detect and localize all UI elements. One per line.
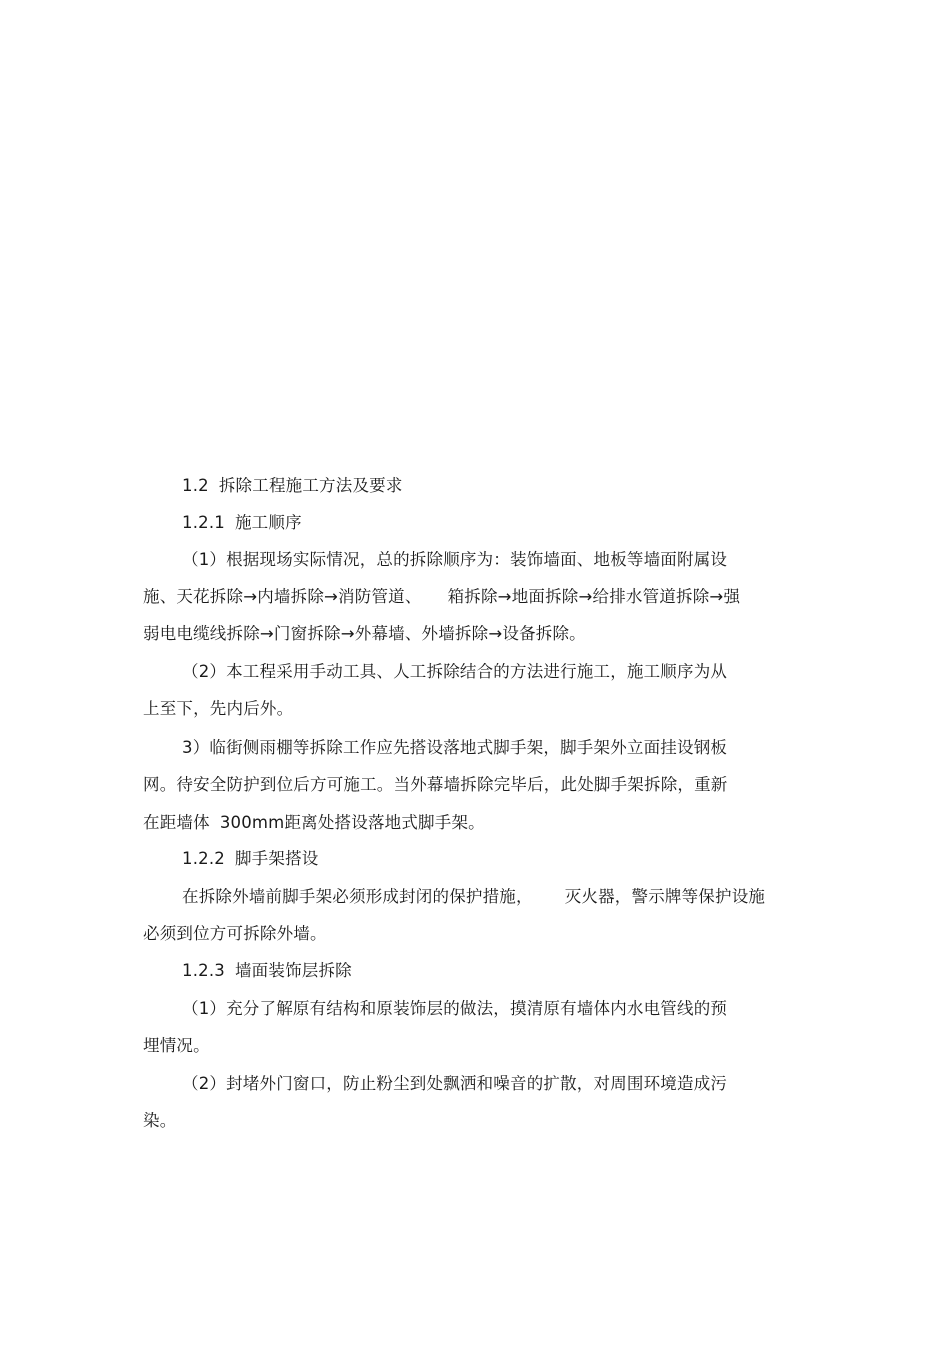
paragraph-line: 网。待安全防护到位后方可施工。当外幕墙拆除完毕后，此处脚手架拆除，重新 [143, 775, 728, 794]
section-heading-1-2-1 [182, 512, 302, 534]
paragraph-fragment: 施、天花拆除→内墙拆除→消防管道、 [143, 587, 422, 606]
section-number: 1.2 [182, 476, 209, 495]
section-title: 脚手架搭设 [234, 849, 319, 868]
section-number: 1.2.3 [182, 961, 225, 980]
paragraph-line: （1）根据现场实际情况，总的拆除顺序为：装饰墙面、地板等墙面附属设 [182, 550, 728, 569]
section-title: 施工顺序 [234, 513, 302, 532]
paragraph-fragment: 300mm距离处搭设落地式脚手架。 [219, 813, 485, 832]
section-title: 墙面装饰层拆除 [234, 961, 352, 980]
paragraph-line: 染。 [143, 1111, 177, 1130]
paragraph-line: （2）本工程采用手动工具、人工拆除结合的方法进行施工，施工顺序为从 [182, 662, 728, 681]
section-heading-1-2-3 [182, 960, 352, 982]
section-heading-1-2-2 [182, 848, 318, 870]
paragraph-line: 必须到位方可拆除外墙。 [143, 924, 327, 943]
paragraph-line: （2）封堵外门窗口，防止粉尘到处飘洒和噪音的扩散，对周围环境造成污 [182, 1074, 728, 1093]
paragraph-fragment: 在距墙体 [143, 813, 210, 832]
paragraph-line [182, 886, 765, 908]
paragraph-line: 3）临街侧雨棚等拆除工作应先搭设落地式脚手架，脚手架外立面挂设钢板 [182, 738, 728, 757]
paragraph-line: 埋情况。 [143, 1036, 210, 1055]
section-number: 1.2.2 [182, 849, 225, 868]
paragraph-fragment: 灭火器，警示牌等保护设施 [564, 887, 766, 906]
paragraph-line [143, 812, 485, 834]
paragraph-fragment: 在拆除外墙前脚手架必须形成封闭的保护措施， [182, 887, 533, 906]
paragraph-fragment: 箱拆除→地面拆除→给排水管道拆除→强 [447, 587, 741, 606]
section-title: 拆除工程施工方法及要求 [218, 476, 403, 495]
paragraph-line: 上至下，先内后外。 [143, 699, 294, 718]
section-number: 1.2.1 [182, 513, 225, 532]
section-heading-1-2 [182, 475, 403, 497]
paragraph-line [143, 586, 740, 608]
paragraph-line: 弱电电缆线拆除→门窗拆除→外幕墙、外墙拆除→设备拆除。 [143, 624, 586, 643]
paragraph-line: （1）充分了解原有结构和原装饰层的做法，摸清原有墙体内水电管线的预 [182, 999, 728, 1018]
